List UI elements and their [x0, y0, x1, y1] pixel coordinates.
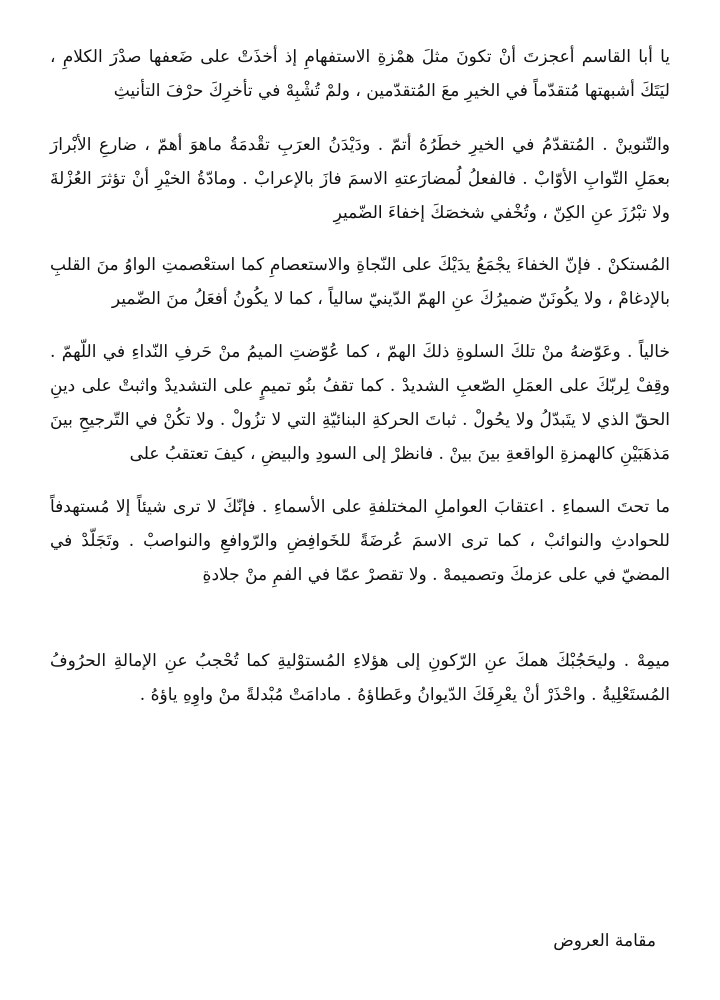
paragraph-2: والتّنوينْ . المُتقدّمُ في الخيرِ خطَرُهُ أتمّ . ودَيْدَنُ العرَبِ تقْدمَةُ ماهوَ أهمّ ، ضارعِ الأبْرارَ بعمَلِ التّوابِ الأوّابْ . فالفعلُ لُمضارَعتهِ الاسمَ فازَ بالإعرابْ . ومادّةُ الخيْرِ أنْ تؤثرَ العُزْلةَ ولا تبْرُزَ عنِ الكِنّ ، وتُخْفي شخصَكَ إخفاءَ الضّميرِ: [50, 135, 670, 223]
paragraph-1: يا أبا القاسم أعجزتَ أنْ تكونَ مثلَ همْزةِ الاستفهامِ إذ أخذَتْ على ضَعفها صدْرَ الكلامِ ، ليَتَكَ أشبهتها مُتقدّماً في الخيرِ معَ المُتقدّمين ، ولمْ تُشْبِهْ في تأخرِكَ حرْفَ التأنيثِ: [50, 47, 670, 101]
paragraph-6: ميمِهْ . وليحَجُبْكَ همكَ عنِ الرّكونِ إلى هؤلاءِ المُستوْليةِ كما تُحْجبُ عنِ الإمالةِ الحرُوفُ المُستَعْلِيةُ . واحْذَرْ أنْ يعْرِفَكَ الدّيوانُ وعَطاؤهُ . مادامَتْ مُبْدلةً منْ واوِهِ ياؤهُ .: [50, 651, 670, 705]
document-signature: مقامة العروض: [553, 931, 656, 951]
paragraph-3: المُستكنْ . فإنّ الخفاءَ يجْمَعُ يدَيْكَ على النّجاةِ والاستعصامِ كما استعْصمتِ الواوُ منَ القلبِ بالإدغامْ ، ولا يكُونَنّ ضميرُكَ عنِ الهمّ الدّينيّ سالياً ، كما لا يكُونُ أفعَلُ منَ الضّمير: [50, 255, 670, 309]
paragraph-5: ما تحتَ السماءِ . اعتقابَ العواملِ المختلفةِ على الأسماءِ . فإنّكَ لا ترى شيئاً إلا مُستهدفاً للحوادثِ والنوائبْ ، كما ترى الاسمَ عُرضَةً للخَوافِضِ والرّوافعِ والنواصبْ . وتَجَلّدْ في المضيّ في على عزمكَ وتصميمهْ . ولا تقصرْ عمّا في الفمِ منْ جلادةِ: [50, 497, 670, 585]
paragraph-4: خالياً . وعَوّضهُ منْ تلكَ السلوةِ ذلكَ الهمّ ، كما عُوّضتِ الميمُ منْ حَرفِ النّداءِ في اللّهمّ . وقِفْ لِربّكَ على العمَلِ الصّعبِ الشديدْ . كما تقفُ بنُو تميمٍ على التشديدْ واثبتْ على دينِ الحقّ الذي لا يتَبدّلُ ولا يحُولْ . ثباتَ الحركةِ البنائيّةِ التي لا تزُولْ . ولا تكُنْ في التّرجيحِ بينَ مَذهَبَيْنِ كالهمزةِ الواقعةِ بينَ بينْ . فانظرْ إلى السودِ والبيضِ ، كيفَ تعتقبُ على: [50, 342, 670, 464]
